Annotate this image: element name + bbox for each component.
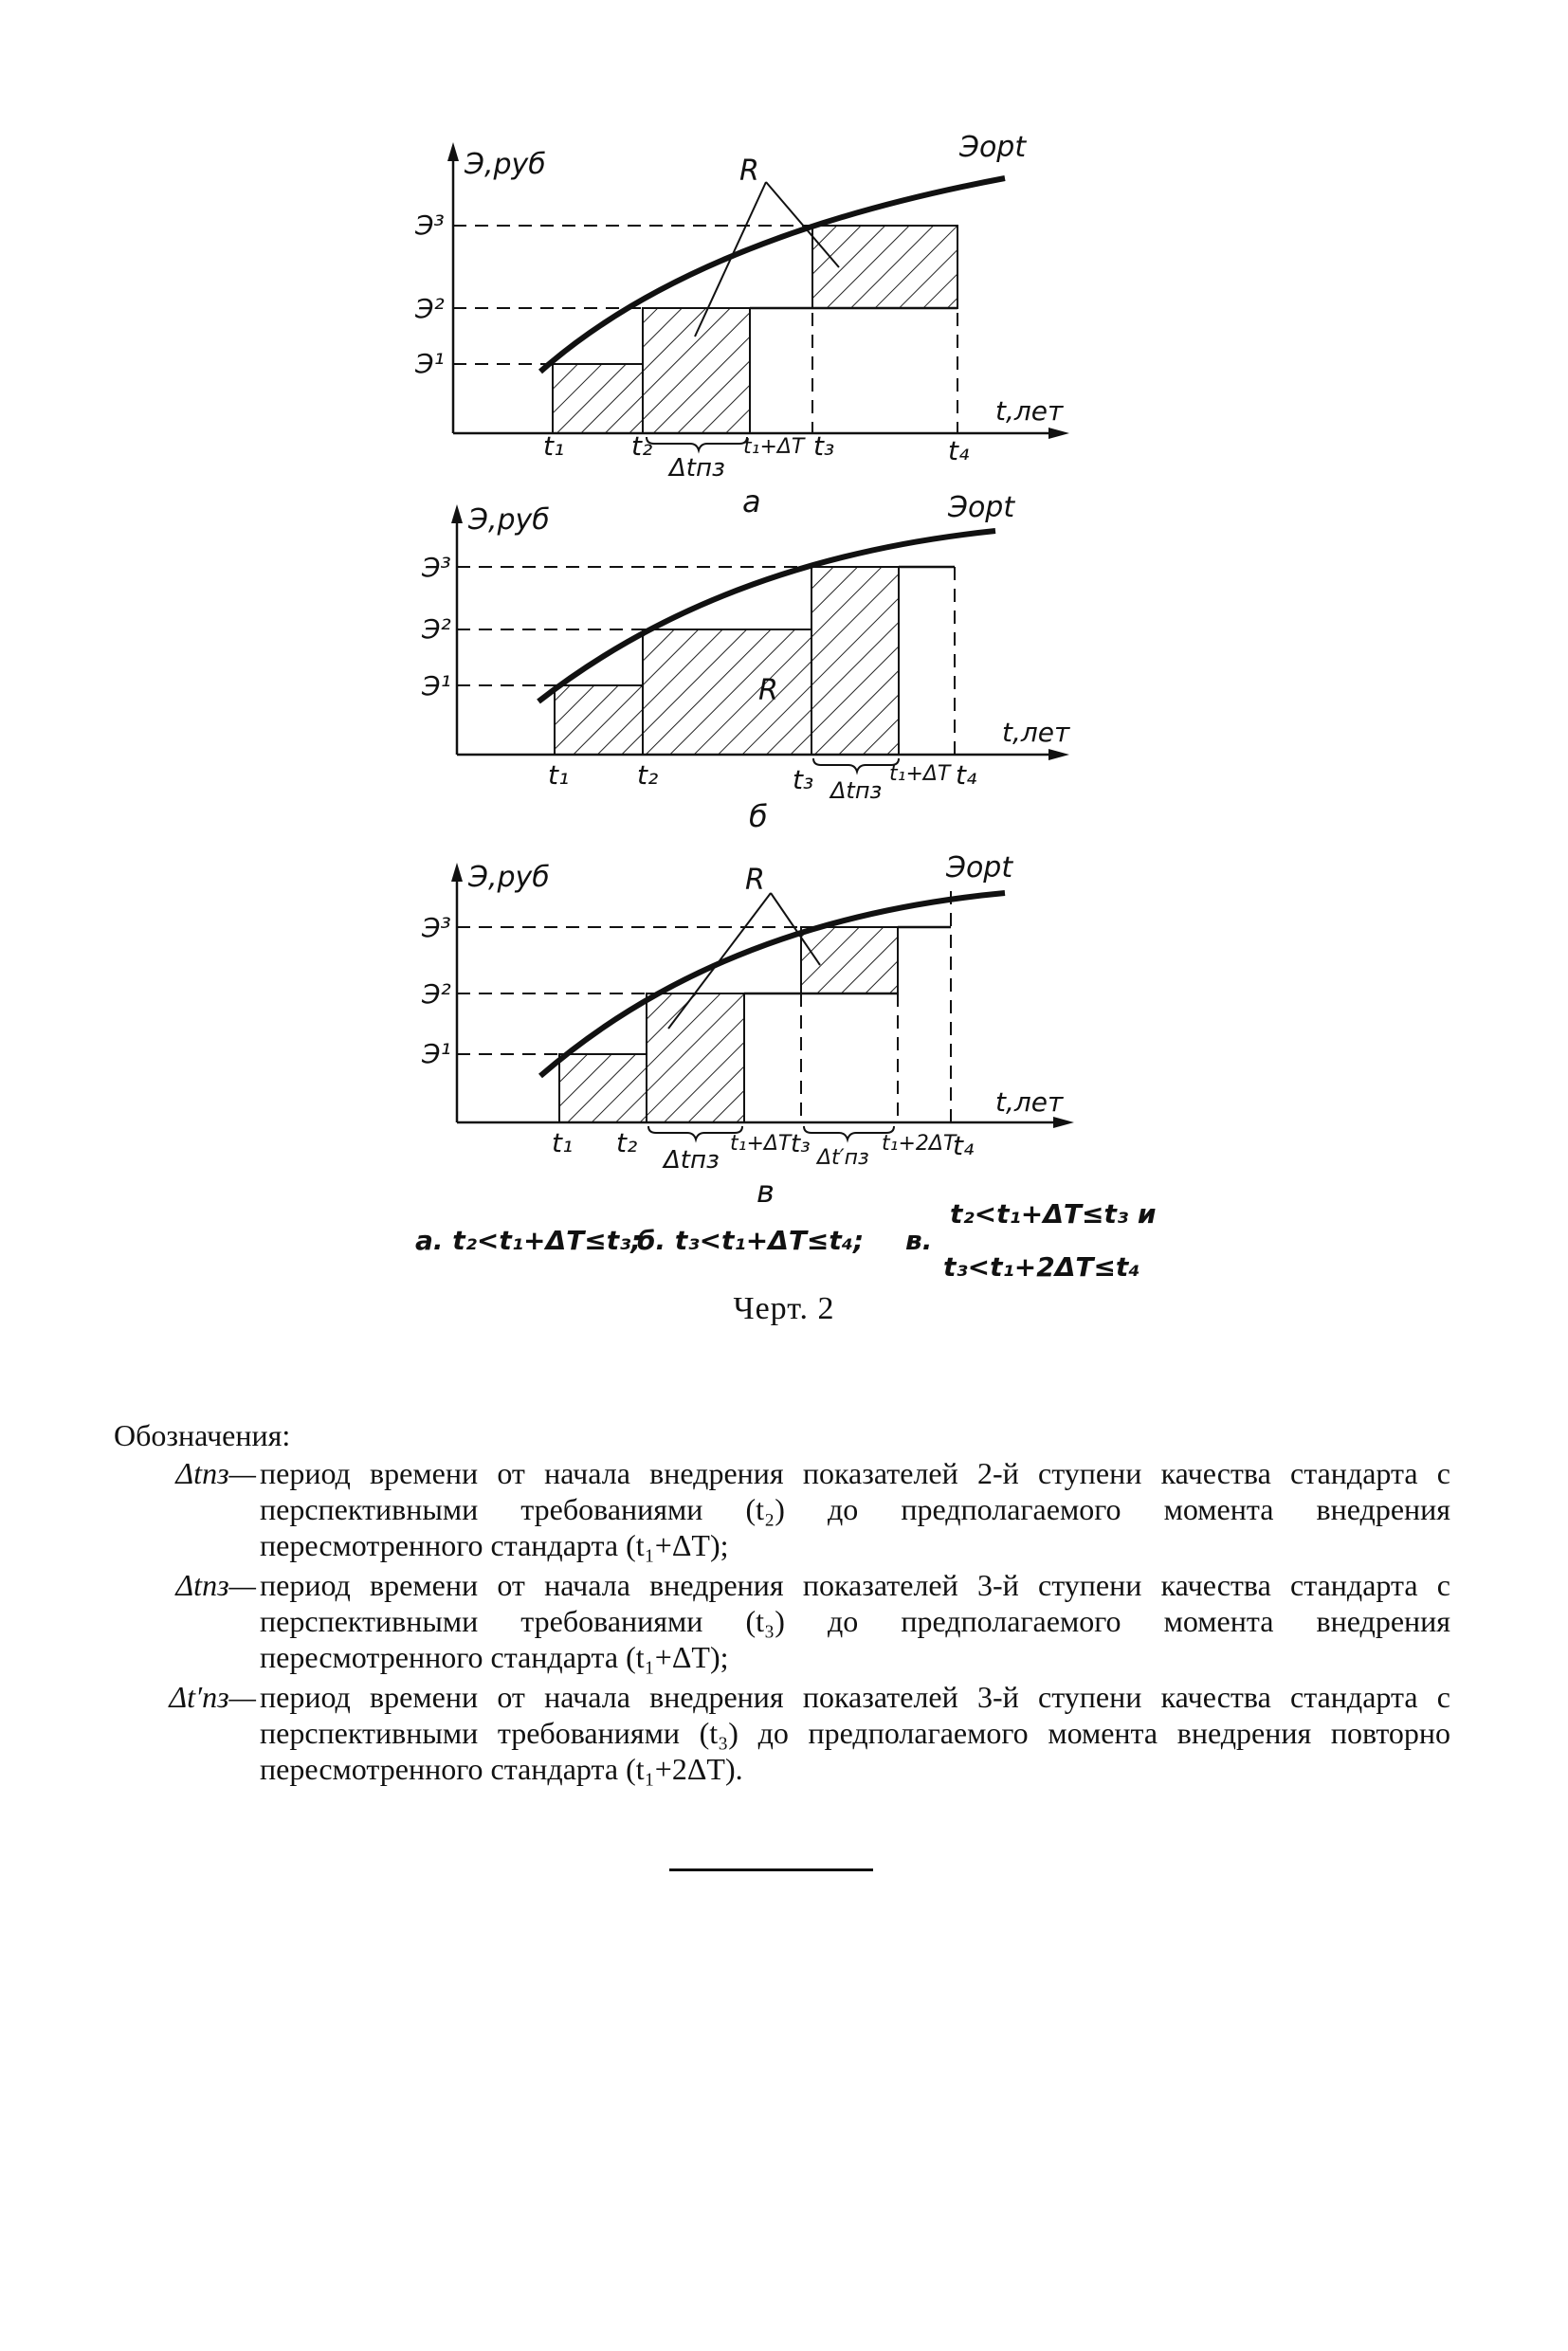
hatch-step-1 — [553, 364, 643, 433]
hatch-step-3 — [812, 226, 957, 308]
legend-item — [114, 1567, 1450, 1675]
hatch-step-3 — [811, 567, 899, 755]
hatch-step-3 — [801, 927, 898, 993]
tick-label: t₃ — [813, 430, 835, 462]
level-label: Э¹ — [415, 348, 445, 379]
brace — [804, 1126, 894, 1139]
x-axis-arrow — [1048, 428, 1069, 439]
brace — [648, 1126, 742, 1139]
y-axis-arrow — [451, 504, 463, 523]
figure-caption: Черт. 2 — [733, 1291, 835, 1326]
hatch-step-1 — [555, 685, 643, 755]
optimal-curve — [540, 893, 1005, 1076]
panel-c — [421, 851, 1074, 1210]
curve-label: Эopt — [946, 851, 1013, 884]
y-axis-arrow — [447, 142, 459, 161]
hatch-step-1 — [559, 1054, 647, 1122]
legend-item — [114, 1679, 1450, 1787]
level-label: Э³ — [422, 912, 451, 943]
y-axis-label: Э,руб — [468, 503, 550, 537]
legend-heading: Обозначения: — [114, 1418, 291, 1452]
tick-label: t₄ — [948, 435, 970, 466]
panel-letter: б — [749, 798, 768, 834]
condition-b: б. t₃<t₁+ΔT≤t₄; — [637, 1225, 865, 1256]
brace — [647, 437, 747, 450]
tick-label: t₂ — [616, 1127, 638, 1158]
condition-c-line1: t₂<t₁+ΔT≤t₃ и — [950, 1198, 1157, 1230]
level-label: Э² — [422, 978, 451, 1010]
condition-c-line2: t₃<t₁+2ΔT≤t₄ — [943, 1251, 1140, 1283]
legend-definition: период времени от начала внедрения показателей 3-й ступени качества стандарта с перспективными требованиями (t₃) до предполагаемого момента внедрения пересмотренного стандарта (t₁+ΔT); — [260, 1568, 1450, 1674]
condition-c-prefix: в. — [905, 1225, 933, 1256]
tick-label: t₁+ΔT — [889, 762, 951, 786]
tick-label: Δtпз — [830, 777, 883, 804]
tick-label: t₄ — [953, 1130, 975, 1161]
level-label: Э¹ — [422, 670, 451, 702]
region-label: R — [745, 864, 765, 897]
hatch-step-2 — [643, 308, 750, 433]
horizontal-rule — [669, 1868, 873, 1871]
level-label: Э² — [422, 613, 451, 645]
y-axis-label: Э,руб — [468, 861, 550, 894]
conditions — [415, 1198, 1156, 1283]
tick-label: t₃ — [791, 1130, 811, 1158]
panel-letter: а — [742, 483, 761, 519]
curve-label: Эopt — [948, 491, 1015, 524]
level-label: Э² — [415, 293, 445, 324]
legend-term: Δtпз— — [175, 1568, 256, 1602]
tick-label: t₄ — [956, 759, 977, 791]
legend-term: Δtпз— — [175, 1456, 256, 1490]
hatch-step-2 — [647, 993, 744, 1122]
condition-a: а. t₂<t₁+ΔT≤t₃; — [415, 1225, 642, 1256]
brace — [813, 758, 899, 772]
x-axis-label: t,лет — [995, 395, 1064, 427]
y-axis-arrow — [451, 863, 463, 882]
tick-label: t₁+ΔT — [743, 435, 805, 459]
tick-label: t₃ — [793, 764, 814, 795]
x-axis-label: t,лет — [1002, 717, 1070, 748]
x-axis-label: t,лет — [995, 1086, 1064, 1118]
legend — [114, 1417, 1450, 1791]
level-label: Э³ — [422, 552, 451, 583]
x-axis-arrow — [1053, 1117, 1074, 1128]
tick-label: t₂ — [637, 759, 659, 791]
tick-label: Δtпз — [664, 1146, 720, 1175]
legend-item — [114, 1455, 1450, 1563]
legend-definition: период времени от начала внедрения показателей 2-й ступени качества стандарта с перспективными требованиями (t₂) до предполагаемого момента внедрения пересмотренного стандарта (t₁+ΔT); — [260, 1456, 1450, 1562]
panel-letter: в — [757, 1174, 775, 1210]
x-axis-arrow — [1048, 749, 1069, 760]
legend-term: Δt′пз— — [169, 1680, 256, 1714]
tick-label: Δt′пз — [817, 1146, 869, 1170]
region-label: R — [739, 155, 759, 188]
tick-label: t₁ — [552, 1127, 574, 1158]
region-label: R — [758, 674, 778, 707]
tick-label: t₂ — [631, 430, 653, 462]
legend-definition: период времени от начала внедрения показателей 3-й ступени качества стандарта с перспективными требованиями (t₃) до предполагаемого момента внедрения повторно пересмотренного стандарта (t₁+2ΔT). — [260, 1680, 1450, 1786]
level-label: Э³ — [415, 210, 445, 241]
curve-label: Эopt — [959, 131, 1027, 164]
level-label: Э¹ — [422, 1038, 451, 1069]
panel-b — [421, 491, 1070, 834]
tick-label: t₁ — [548, 759, 570, 791]
panel-a — [414, 131, 1069, 519]
y-axis-label: Э,руб — [465, 148, 546, 181]
tick-label: Δtпз — [669, 454, 725, 483]
tick-label: t₁+ΔT — [730, 1132, 792, 1156]
hatch-step-2 — [643, 629, 811, 755]
tick-label: t₁+2ΔT — [882, 1132, 957, 1156]
tick-label: t₁ — [543, 430, 565, 462]
